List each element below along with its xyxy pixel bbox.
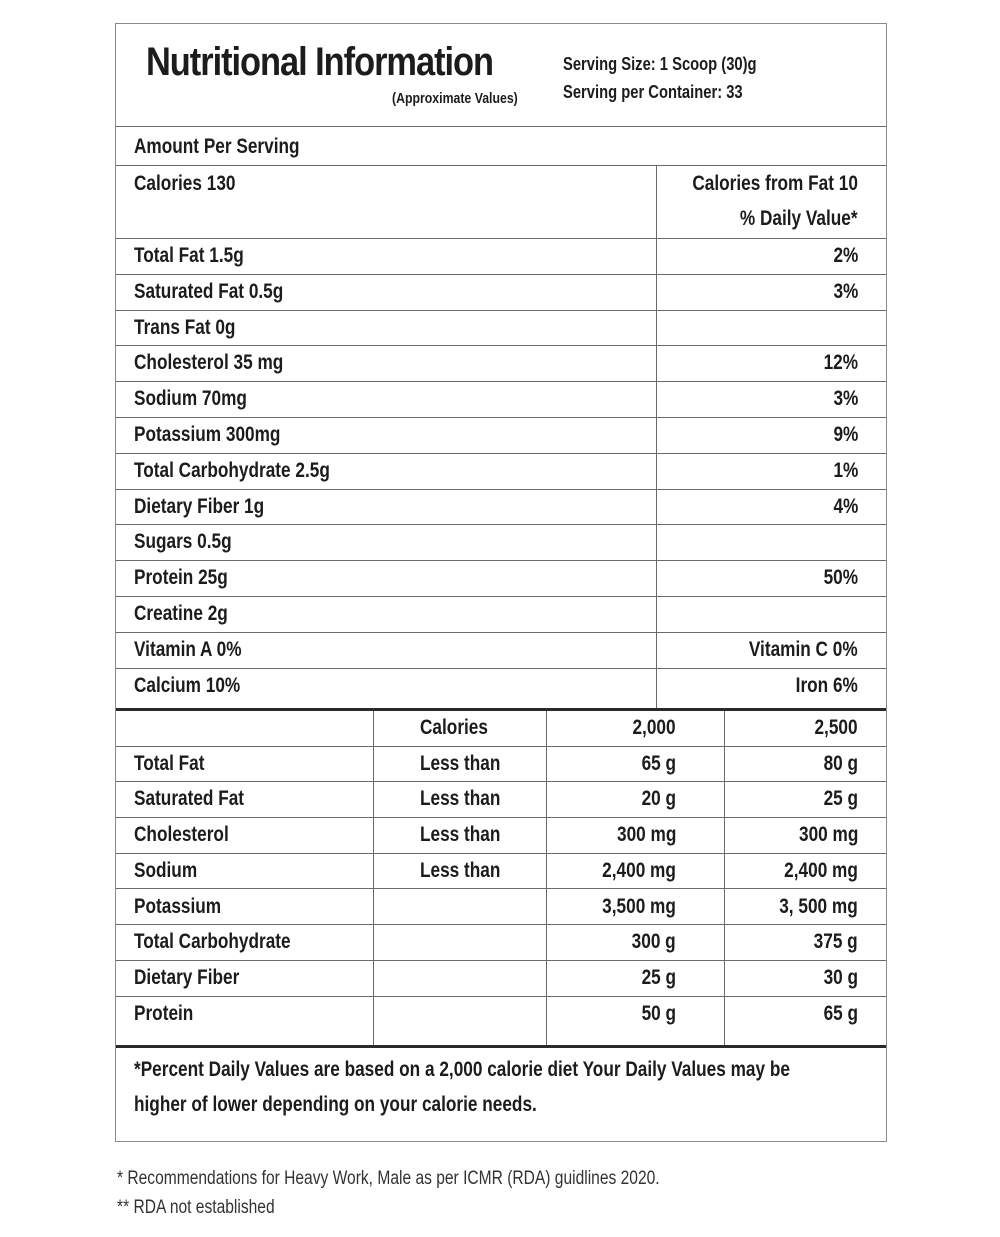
ref-nutrient: Sodium	[134, 858, 198, 882]
footnote-divider	[116, 1045, 886, 1048]
nutrient-row	[116, 382, 886, 418]
nutrient-daily-value: 3%	[833, 387, 858, 411]
nutrient-row	[116, 454, 886, 490]
ref-nutrient: Total Carbohydrate	[134, 930, 291, 954]
calories-row	[116, 166, 886, 239]
nutrient-name: Cholesterol 35 mg	[134, 351, 284, 375]
calories-value: Calories 130	[134, 172, 236, 195]
note-2: ** RDA not established	[117, 1197, 275, 1218]
ref-value-2000: 50 g	[641, 1001, 676, 1025]
nutrient-row	[116, 275, 886, 311]
ref-qualifier: Less than	[420, 787, 501, 811]
nutrient-daily-value: 1%	[833, 458, 858, 482]
ref-value-2000: 20 g	[641, 787, 676, 811]
calories-from-fat: Calories from Fat 10	[692, 172, 858, 195]
nutrient-name: Total Carbohydrate 2.5g	[134, 458, 330, 482]
nutrient-row	[116, 525, 886, 561]
label-subtitle: (Approximate Values)	[392, 90, 518, 107]
ref-qualifier: Calories	[420, 716, 488, 739]
nutrient-row	[116, 561, 886, 597]
ref-value-2000: 300 g	[631, 930, 676, 954]
ref-divider-1	[373, 711, 374, 1047]
nutrient-daily-value: 2%	[833, 244, 858, 267]
nutrient-name: Sugars 0.5g	[134, 530, 232, 554]
reference-row	[116, 961, 886, 997]
nutrition-label	[115, 23, 887, 1142]
ref-nutrient: Cholesterol	[134, 823, 229, 847]
amount-per-serving-row	[116, 126, 886, 166]
ref-divider-2	[546, 711, 547, 1047]
note-1: * Recommendations for Heavy Work, Male as per ICMR (RDA) guidlines 2020.	[117, 1168, 660, 1189]
nutrient-name: Total Fat 1.5g	[134, 244, 244, 267]
nutrient-row	[116, 633, 886, 669]
ref-value-2000: 300 mg	[616, 823, 676, 847]
nutrient-daily-value: 9%	[833, 423, 858, 446]
nutrient-name: Creatine 2g	[134, 602, 228, 625]
footnote-line-2: higher of lower depending on your calorie needs.	[134, 1093, 537, 1116]
nutrient-name: Saturated Fat 0.5g	[134, 279, 284, 303]
nutrient-daily-value: Vitamin C 0%	[749, 637, 858, 661]
ref-value-2500: 2,500	[814, 716, 858, 739]
nutrient-daily-value: 4%	[833, 494, 858, 518]
reference-row	[116, 854, 886, 890]
nutrient-name: Sodium 70mg	[134, 387, 247, 411]
ref-value-2000: 2,000	[632, 716, 676, 739]
reference-row	[116, 818, 886, 854]
ref-value-2500: 25 g	[823, 787, 858, 811]
ref-qualifier: Less than	[420, 751, 501, 775]
ref-nutrient: Potassium	[134, 894, 222, 918]
dv-column-divider	[656, 166, 657, 710]
ref-value-2500: 65 g	[823, 1001, 858, 1025]
ref-value-2000: 65 g	[641, 751, 676, 775]
reference-row	[116, 997, 886, 1033]
ref-value-2500: 300 mg	[798, 823, 858, 847]
ref-nutrient: Saturated Fat	[134, 787, 245, 811]
reference-header-row	[116, 711, 886, 747]
nutrient-row	[116, 669, 886, 705]
nutrient-row	[116, 418, 886, 454]
ref-value-2000: 25 g	[641, 965, 676, 989]
ref-qualifier: Less than	[420, 858, 501, 882]
footnote-line-1: *Percent Daily Values are based on a 2,000 calorie diet Your Daily Values may be	[134, 1058, 790, 1081]
nutrient-name: Vitamin A 0%	[134, 637, 242, 661]
ref-nutrient: Total Fat	[134, 751, 205, 775]
nutrient-row	[116, 597, 886, 633]
amount-per-serving: Amount Per Serving	[134, 135, 300, 158]
ref-value-2500: 80 g	[823, 751, 858, 775]
nutrient-daily-value: 50%	[823, 566, 858, 590]
daily-value-footnote	[134, 1052, 872, 1122]
serving-info	[563, 50, 757, 106]
servings-per-container: Serving per Container: 33	[563, 82, 743, 102]
nutrient-daily-value: Iron 6%	[795, 673, 858, 697]
ref-divider-3	[724, 711, 725, 1047]
ref-value-2000: 3,500 mg	[602, 894, 676, 918]
nutrient-row	[116, 311, 886, 347]
nutrient-name: Trans Fat 0g	[134, 315, 236, 339]
nutrient-row	[116, 490, 886, 526]
reference-row	[116, 925, 886, 961]
nutrient-daily-value: 3%	[833, 279, 858, 303]
ref-value-2500: 3, 500 mg	[779, 894, 858, 918]
ref-nutrient: Protein	[134, 1001, 194, 1025]
rda-notes	[117, 1164, 660, 1222]
ref-value-2500: 30 g	[823, 965, 858, 989]
serving-size: Serving Size: 1 Scoop (30)g	[563, 54, 757, 74]
nutrient-row	[116, 346, 886, 382]
label-title: Nutritional Information	[146, 40, 493, 84]
nutrient-daily-value: 12%	[823, 351, 858, 375]
daily-value-header: % Daily Value*	[740, 207, 858, 230]
ref-value-2500: 2,400 mg	[784, 858, 858, 882]
reference-row	[116, 890, 886, 926]
nutrient-name: Protein 25g	[134, 566, 228, 590]
nutrient-row	[116, 239, 886, 275]
ref-value-2000: 2,400 mg	[602, 858, 676, 882]
nutrient-name: Potassium 300mg	[134, 423, 281, 446]
nutrient-name: Dietary Fiber 1g	[134, 494, 265, 518]
label-header	[116, 24, 886, 127]
ref-nutrient: Dietary Fiber	[134, 965, 240, 989]
nutrient-name: Calcium 10%	[134, 673, 241, 697]
ref-qualifier: Less than	[420, 823, 501, 847]
reference-row	[116, 782, 886, 818]
reference-row	[116, 747, 886, 783]
ref-value-2500: 375 g	[813, 930, 858, 954]
